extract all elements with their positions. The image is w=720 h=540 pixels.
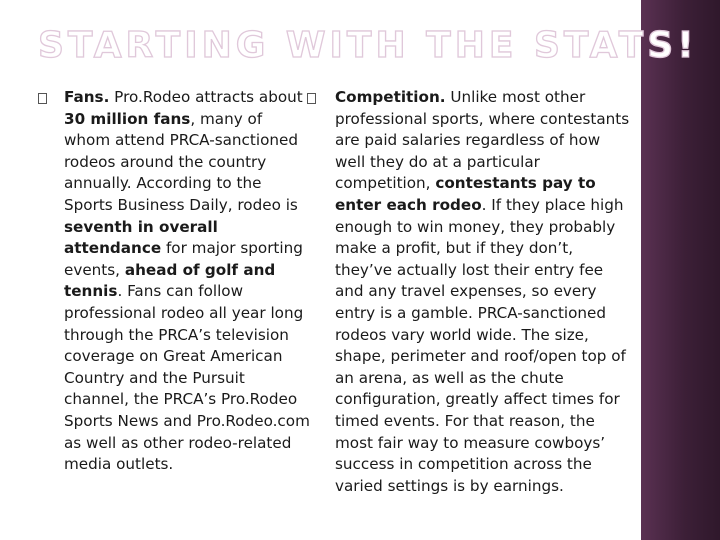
fans-lead: Fans.	[64, 88, 110, 106]
bullet-box-icon	[307, 93, 316, 104]
bullet-box-icon	[38, 93, 47, 104]
competition-paragraph: Competition. Unlike most other professional sports, where contestants are paid salaries regardless of how well they do at a particular competition, contestants pay to enter each rodeo. If they place high enough to win money, they probably make a profit, but if they don’t, they’ve actually lost their entry fee and any travel expenses, so every entry is a gamble. PRCA-sanctioned rodeos vary world wide. The size, shape, perimeter and roof/open top of an arena, as well as the chute configuration, greatly affect times for timed events. For that reason, the most fair way to measure cowboys’ success in competition across the varied settings is by earnings.	[335, 88, 630, 495]
left-column-text	[64, 87, 312, 476]
decorative-side-bar	[641, 0, 720, 540]
competition-lead: Competition.	[335, 88, 446, 106]
slide-title: STARTING WITH THE STATS!	[38, 25, 698, 66]
right-column-text	[335, 87, 633, 497]
fans-paragraph: Fans. Pro.Rodeo attracts about 30 million fans, many of whom attend PRCA-sanctioned rodeos around the country annually. According to the Sports Business Daily, rodeo is seventh in overall attendance for major sporting events, ahead of golf and tennis. Fans can follow professional rodeo all year long through the PRCA’s television coverage on Great American Country and the Pursuit channel, the PRCA’s Pro.Rodeo Sports News and Pro.Rodeo.com as well as other rodeo-related media outlets.	[64, 88, 310, 474]
